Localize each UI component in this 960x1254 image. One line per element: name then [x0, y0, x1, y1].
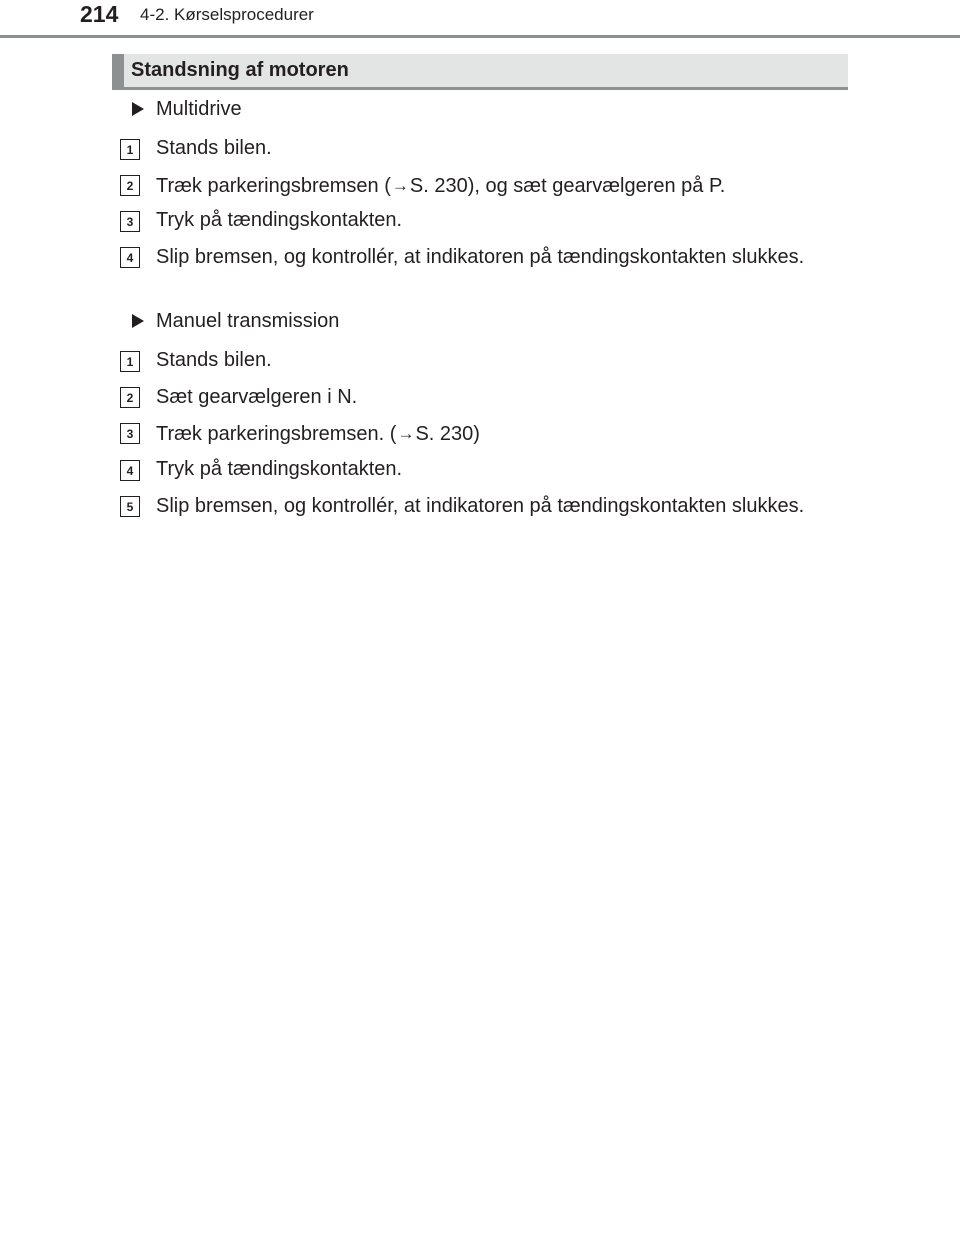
step-text: Stands bilen.: [156, 349, 272, 371]
chapter-title: 4-2. Kørselsprocedurer: [140, 5, 314, 24]
triangle-bullet-icon: [132, 102, 144, 116]
step-text: Tryk på tændingskontakten.: [156, 458, 403, 480]
step-text-part: ), og sæt gearvælgeren på P.: [467, 175, 726, 197]
section-title: Standsning af motoren: [131, 59, 349, 81]
subheading-label: Multidrive: [156, 98, 242, 120]
step-number: 4: [120, 247, 140, 268]
subheading-manual-transmission: [132, 310, 339, 333]
step-text: Sæt gearvælgeren i N.: [156, 386, 358, 408]
step-text-part: Træk parkeringsbremsen (: [156, 175, 391, 197]
page-reference-link[interactable]: S. 230: [415, 423, 474, 445]
step-text: [156, 171, 842, 201]
step-number: 5: [120, 496, 140, 517]
step-number: 2: [120, 387, 140, 408]
step-text: [156, 419, 842, 449]
page-number: 214: [80, 1, 119, 27]
triangle-bullet-icon: [132, 314, 144, 328]
step-number: 3: [120, 211, 140, 232]
step-number: 1: [120, 351, 140, 372]
step-number: 2: [120, 175, 140, 196]
step-number: 1: [120, 139, 140, 160]
step-text: Slip bremsen, og kontrollér, at indikatoren på tændingskontakten slukkes.: [156, 246, 805, 268]
header-rule: [0, 35, 960, 38]
page-reference-link[interactable]: S. 230: [409, 175, 468, 197]
section-header: [112, 54, 848, 90]
section-accent: [112, 54, 124, 87]
subheading-multidrive: [132, 98, 242, 121]
right-arrow-icon: →: [397, 424, 415, 443]
step-number: 4: [120, 460, 140, 481]
right-arrow-icon: →: [391, 176, 409, 195]
step-text-part: ): [473, 423, 480, 445]
step-text: Slip bremsen, og kontrollér, at indikatoren på tændingskontakten slukkes.: [156, 495, 805, 517]
subheading-label: Manuel transmission: [156, 310, 340, 332]
step-text: Stands bilen.: [156, 137, 272, 159]
step-text: Tryk på tændingskontakten.: [156, 209, 403, 231]
step-number: 3: [120, 423, 140, 444]
step-text-part: Træk parkeringsbremsen. (: [156, 423, 397, 445]
